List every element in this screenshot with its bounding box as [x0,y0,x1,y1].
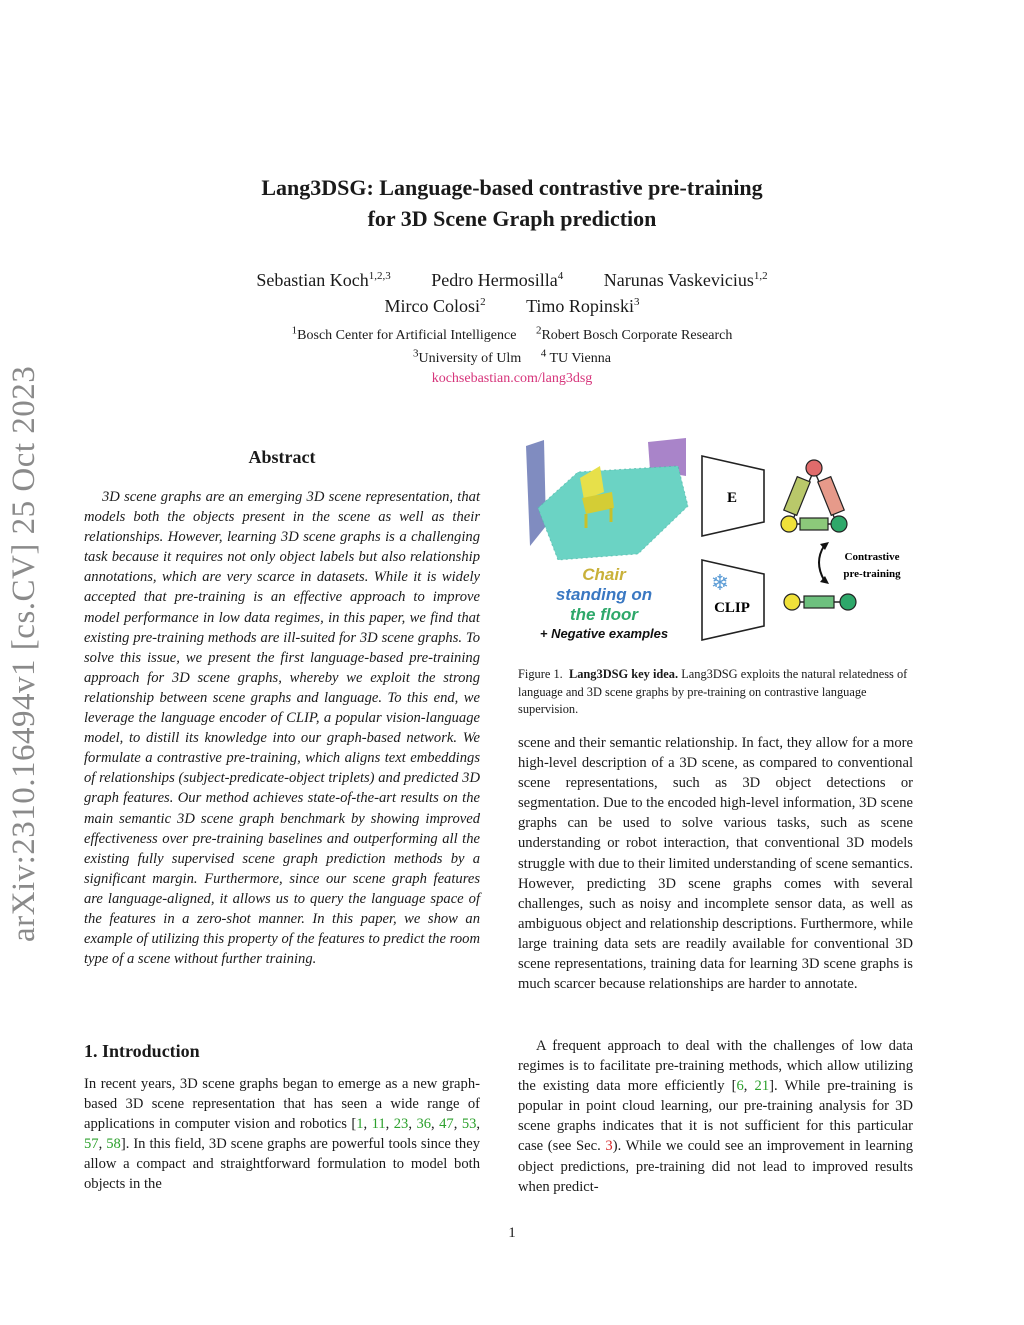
author: Narunas Vaskevicius$^{1,2}$ [603,270,768,290]
snowflake-icon: ❄ [710,570,730,595]
author-row-2 [0,296,1024,317]
citation-link[interactable]: 57 [84,1136,99,1153]
citation-link[interactable]: 58 [106,1136,121,1153]
citation-link[interactable]: 47 [439,1116,454,1133]
paper-title [0,172,1024,234]
affiliation: $^1$Bosch Center for Artificial Intelligence [291,324,517,343]
title-line-1: Lang3DSG: Language-based contrastive pre-training [261,175,763,200]
scene-graph-triangle [781,460,847,532]
clip-label: CLIP [714,600,750,616]
affiliation: $^4$ TU Vienna [540,347,611,366]
contrastive-label-line-2: pre-training [843,568,901,580]
introduction-heading: 1. Introduction [84,1041,200,1061]
figure-text-floor: the floor [570,605,638,624]
point-cloud-scene [526,438,688,560]
page-number: 1 [508,1225,516,1241]
affiliation-row-2 [0,347,1024,367]
figure-1 [518,436,918,646]
author-row-1 [0,270,1024,291]
affiliation-row-1 [0,324,1024,344]
abstract-text: 3D scene graphs are an emerging 3D scene representation, that models both the objects present in the scene as well as their relationships. However, learning 3D scene graphs is a challenging task because it requires not only object labels but also relationship annotations, which are very scarce in datasets. While it is widely accepted that pre-training is an effective approach to improve model performance in low data regimes, in this paper, we find that existing pre-training methods are ill-suited for 3D scene graphs. To solve this issue, we present the first language-based pre-training approach for 3D scene graphs, whereby we exploit the strong relationship between scene graphs and language. To this end, we leverage the language encoder of CLIP, a popular vision-language model, to distill its knowledge into our graph-based network. We formulate a contrastive pre-training, which aligns text embeddings of relationships (subject-predicate-object triplets) and predicted 3D graph features. Our method achieves state-of-the-art results on the main semantic 3D scene graph benchmark by showing improved effectiveness over pre-training baselines and outperforming all the existing fully supervised scene graph prediction methods by a significant margin. Furthermore, since our scene graph features are language-aligned, it allows us to query the language space of the features in a zero-shot manner. In this paper, we show an example of utilizing this property of the features to predict the room type of a scene without further training. [84,489,480,968]
intro-paragraph: In recent years, 3D scene graphs began to emerge as a new graph-based 3D scene representation that has seen a wide range of applications in computer vision and robotics [1, 11, 23, 36, 47, 53, 57, 58]. In this field, 3D scene graphs are powerful tools since they allow a compact and straightforward formulation to model both objects in the [84,1076,481,1193]
author: Mirco Colosi$^2$ [384,296,486,316]
figure-1-caption: Figure 1. Lang3DSG key idea. Lang3DSG exploits the natural relatedness of language and 3D scene graphs by pre-training on contrastive language supervision. [518,667,908,716]
arxiv-identifier: arXiv:2310.16494v1 [cs.CV] 25 Oct 2023 [6,365,42,942]
contrastive-label-line-1: Contrastive [844,551,900,563]
affiliation: $^3$University of Ulm [413,347,522,366]
contrastive-arrow [819,546,824,580]
figure-text-chair: Chair [582,565,626,584]
project-link[interactable]: kochsebastian.com/lang3dsg [431,371,593,386]
citation-link[interactable]: 53 [461,1116,477,1133]
citation-link[interactable]: 1 [356,1116,364,1133]
figure-1-graphic [518,436,918,646]
section-link[interactable]: 3 [605,1138,613,1155]
right-paragraph-2: A frequent approach to deal with the challenges of low data regimes is to facilitate pre-training methods, which allow utilizing the existing data more efficiently [6, 21]. While pre-training is popular in point cloud learning, our pre-training analysis for 3D scene graphs indicates that it is not sufficient for this particular case (see Sec. 3). While we could see an improvement in learning object predictions, pre-training did not lead to improved results when predict- [518,1038,914,1195]
citation-link[interactable]: 6 [736,1078,744,1095]
right-paragraph-1: scene and their semantic relationship. In fact, they allow for a more high-level description of a 3D scene, as compared to conventional scene representations, such as 3D object detections or segmentation. Due to the encoded high-level information, 3D scene graphs can be used to solve various tasks, such as scene understanding or robot interaction, that conventional 3D models struggle with due to their limited understanding of scene semantics. However, predicting 3D scene graphs comes with several challenges, such as noisy and incomplete sensor data, as well as ambiguous object and relationship descriptions. Furthermore, while large training data sets are readily available for conventional 3D scene representations, training data for learning 3D scene graphs is much scarcer because relationships are harder to annotate. [518,735,913,993]
figure-text-standing: standing on [555,585,653,604]
author: Timo Ropinski$^3$ [526,296,640,316]
figure-text-negative: + Negative examples [539,626,669,641]
citation-link[interactable]: 23 [393,1116,409,1133]
author: Pedro Hermosilla$^4$ [431,270,564,290]
author: Sebastian Koch$^{1,2,3}$ [256,270,391,290]
citation-link[interactable]: 36 [416,1116,432,1133]
text-triplet-embedding [784,594,856,610]
citation-link[interactable]: 11 [371,1116,386,1133]
abstract-heading: Abstract [248,447,316,467]
affiliation: $^2$Robert Bosch Corporate Research [535,324,733,343]
encoder-label: E [726,490,738,506]
title-line-2: for 3D Scene Graph prediction [367,206,657,231]
citation-link[interactable]: 21 [754,1078,770,1095]
